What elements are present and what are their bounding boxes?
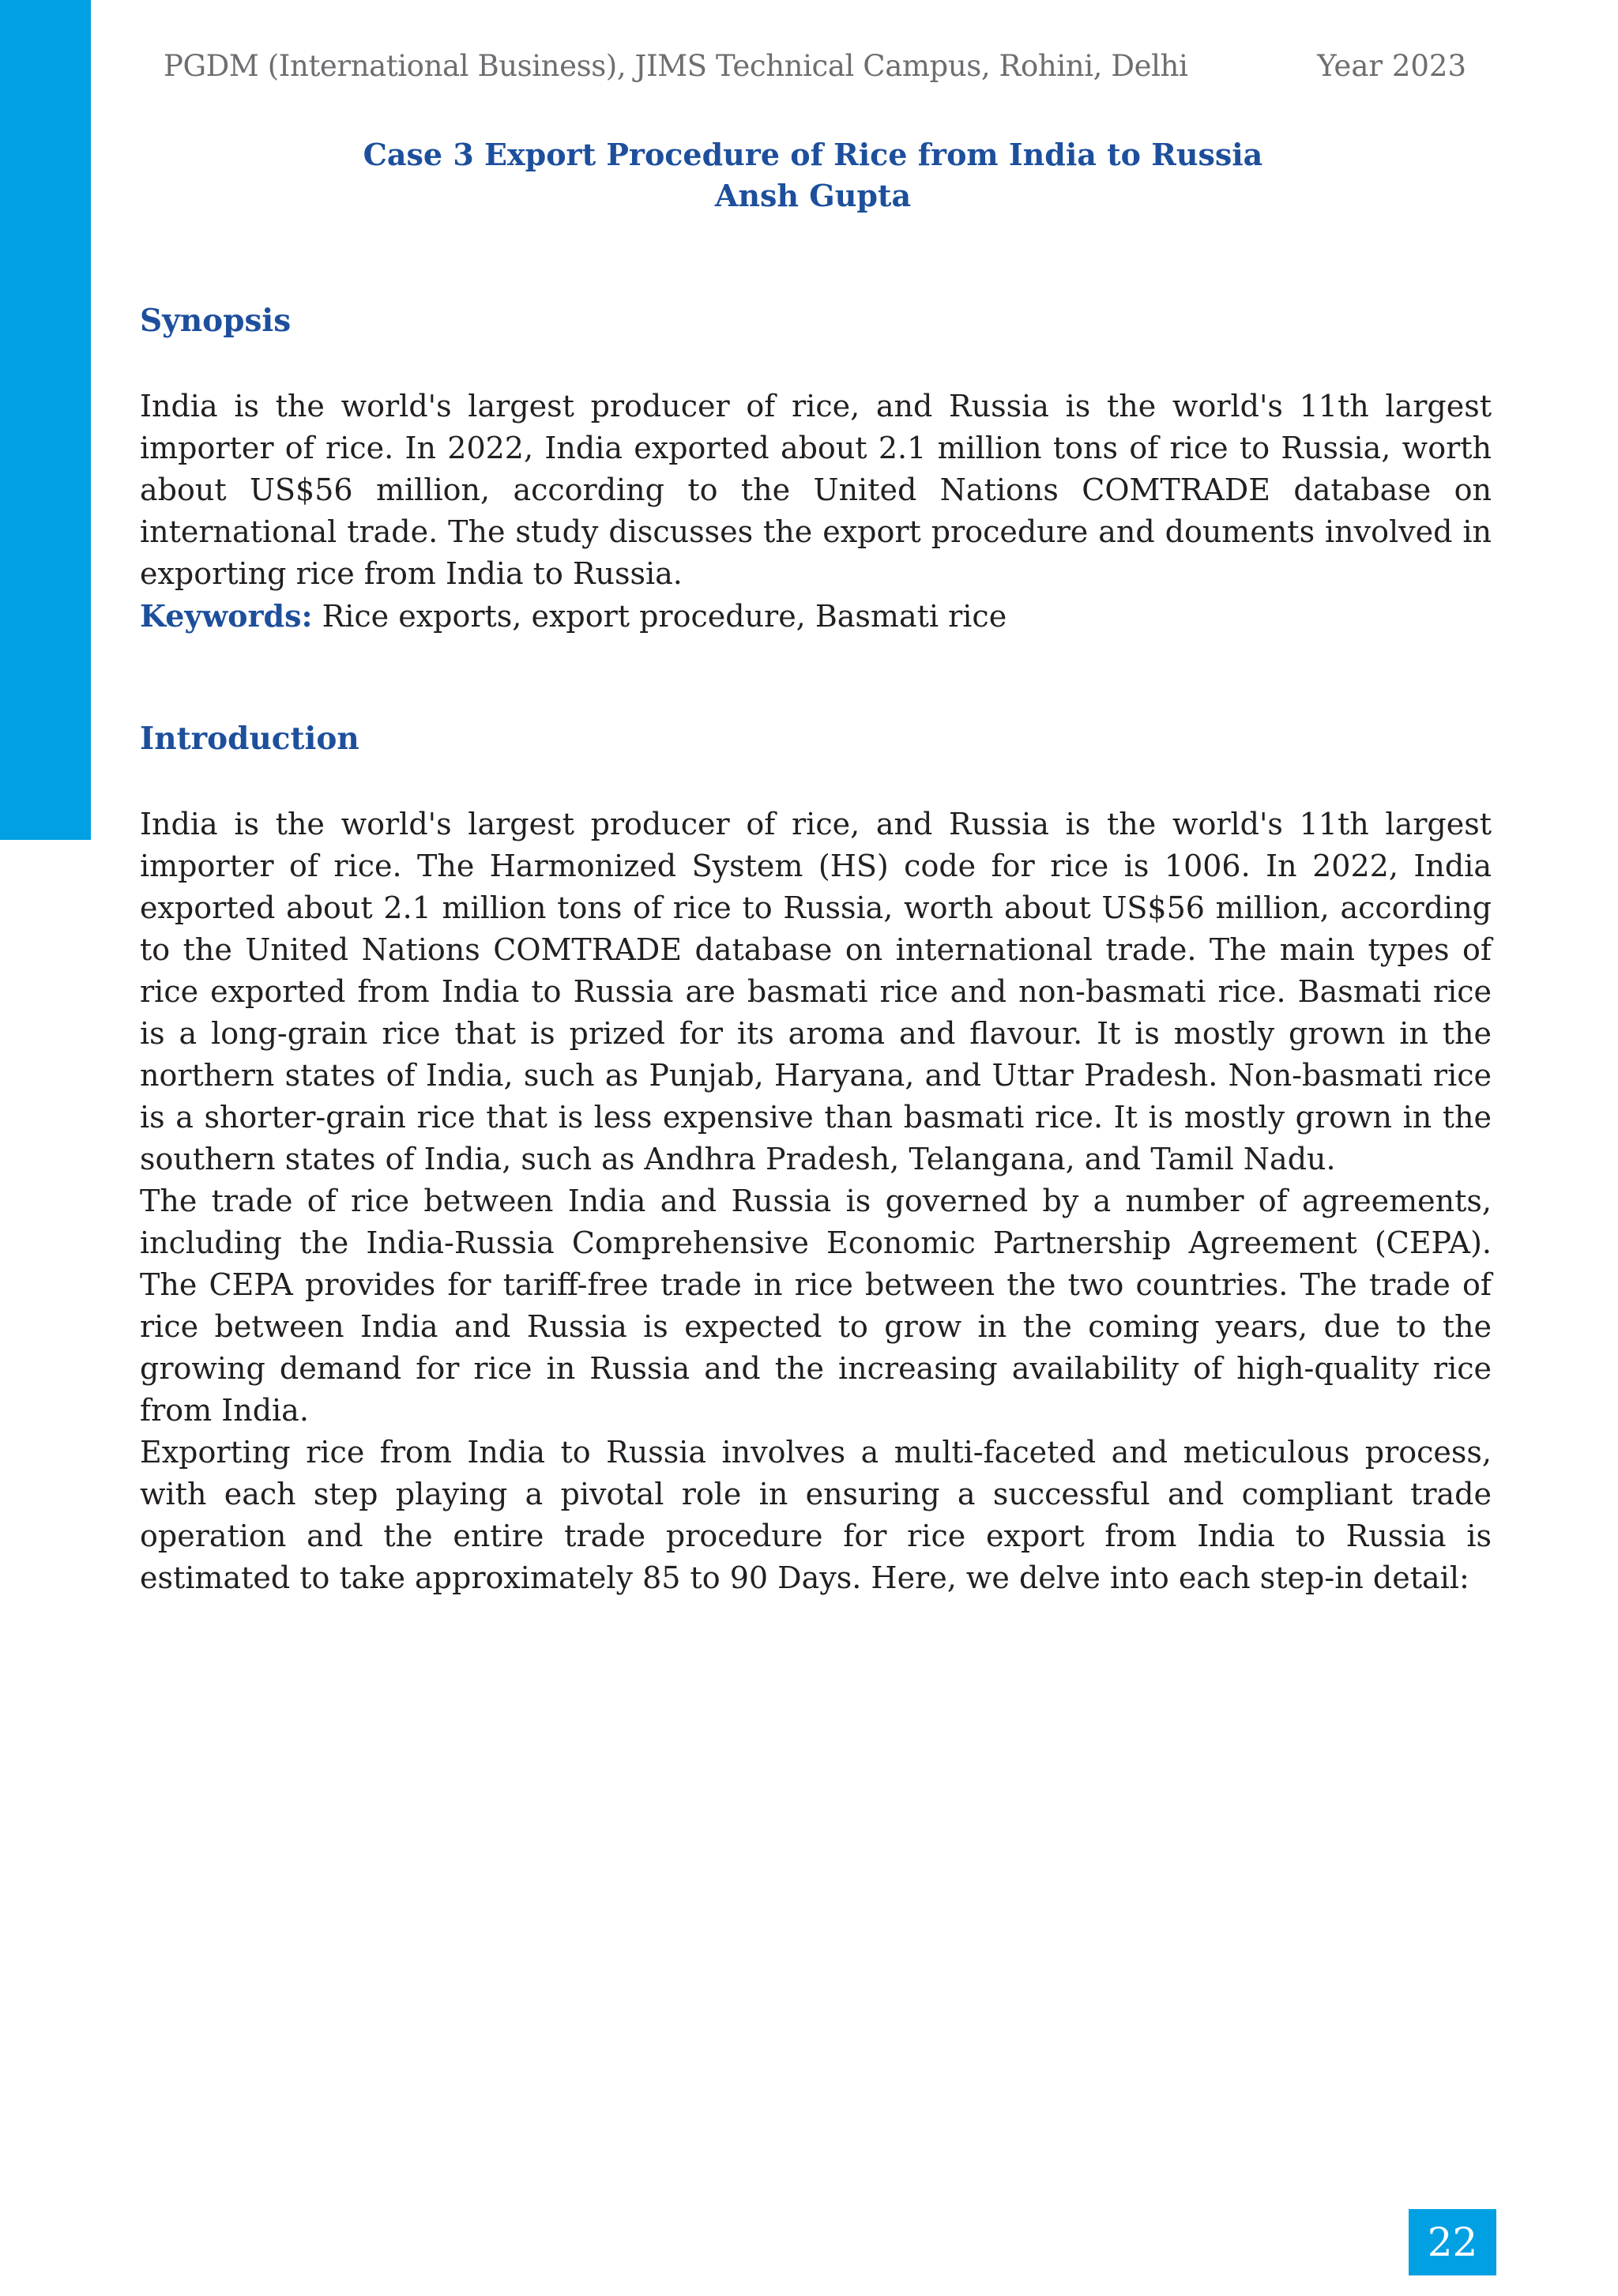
running-header-institution: PGDM (International Business), JIMS Technical Campus, Rohini, Delhi <box>164 49 1188 83</box>
case-title-line: Case 3 Export Procedure of Rice from India to Russia <box>363 137 1263 172</box>
side-accent-bar <box>0 0 91 840</box>
case-title <box>0 134 1618 216</box>
keywords-label: Keywords: <box>140 598 313 634</box>
keywords-text: Rice exports, export procedure, Basmati rice <box>322 599 1007 634</box>
synopsis-text: India is the world's largest producer of rice, and Russia is the world's 11th largest importer of rice. In 2022, India exported about 2.1 million tons of rice to Russia, worth about US$56 million, according to the United Nations COMTRADE database on international trade. The study discusses the export procedure and douments involved in exporting rice from India to Russia. <box>140 389 1492 591</box>
introduction-text-2: The trade of rice between India and Russia is governed by a number of agreements, including the India-Russia Comprehensive Economic Partnership Agreement (CEPA). The CEPA provides for tariff-free trade in rice between the two countries. The trade of rice between India and Russia is expected to grow in the coming years, due to the growing demand for rice in Russia and the increasing availability of high-quality rice from India. <box>140 1184 1492 1428</box>
synopsis-heading: Synopsis <box>140 303 292 339</box>
introduction-paragraph-2 <box>140 1180 1492 1599</box>
running-header-year: Year 2023 <box>1317 49 1466 83</box>
introduction-paragraph-1 <box>140 804 1492 1180</box>
introduction-heading: Introduction <box>140 721 359 757</box>
page-number: 22 <box>1409 2209 1496 2275</box>
author-name: Ansh Gupta <box>714 178 912 213</box>
introduction-text-3: Exporting rice from India to Russia involves a multi-faceted and meticulous process, with each step playing a pivotal role in ensuring a successful and compliant trade operation and the entire trade procedure for rice export from India to Russia is estimated to take approximately 85 to 90 Days. Here, we delve into each step-in detail: <box>140 1435 1492 1595</box>
introduction-text-1: India is the world's largest producer of rice, and Russia is the world's 11th largest importer of rice. The Harmonized System (HS) code for rice is 1006. In 2022, India exported about 2.1 million tons of rice to Russia, worth about US$56 million, according to the United Nations COMTRADE database on international trade. The main types of rice exported from India to Russia are basmati rice and non-basmati rice. Basmati rice is a long-grain rice that is prized for its aroma and flavour. It is mostly grown in the northern states of India, such as Punjab, Haryana, and Uttar Pradesh. Non-basmati rice is a shorter-grain rice that is less expensive than basmati rice. It is mostly grown in the southern states of India, such as Andhra Pradesh, Telangana, and Tamil Nadu. <box>140 807 1492 1176</box>
synopsis-paragraph <box>140 386 1492 595</box>
keywords-line <box>140 595 1492 638</box>
